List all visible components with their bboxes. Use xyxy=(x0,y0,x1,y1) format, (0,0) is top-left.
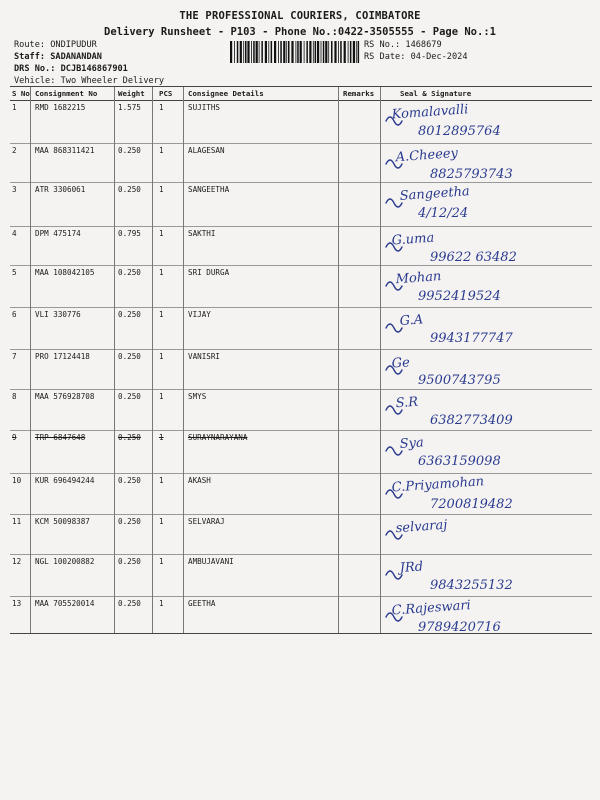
cell-pcs: 1 xyxy=(159,557,164,566)
signature-name: Sangeetha xyxy=(399,184,471,204)
route-value: ONDIPUDUR xyxy=(50,40,97,50)
cell-consignment: TRP 6847648 xyxy=(35,433,86,442)
cell-consignee: AMBUJAVANI xyxy=(188,557,234,566)
signature-phone: 9843255132 xyxy=(430,578,513,593)
cell-consignee: SMYS xyxy=(188,392,207,401)
signature-phone: 4/12/24 xyxy=(418,206,469,221)
cell-weight: 0.250 xyxy=(118,392,141,401)
cell-sno: 7 xyxy=(12,352,17,361)
rs-no-label: RS No.: xyxy=(364,40,401,50)
company-title: THE PROFESSIONAL COURIERS, COIMBATORE xyxy=(179,10,421,22)
col-weight: Weight xyxy=(118,89,145,98)
cell-sno: 9 xyxy=(12,433,17,442)
rs-no-value: 1468679 xyxy=(405,40,442,50)
signature-9 xyxy=(386,435,501,469)
cell-sno: 10 xyxy=(12,476,22,485)
staff-value: SADANANDAN xyxy=(50,52,102,62)
signature-phone: 8825793743 xyxy=(430,167,513,182)
cell-consignee: ALAGESAN xyxy=(188,146,225,155)
cell-sno: 3 xyxy=(12,185,17,194)
cell-sno: 6 xyxy=(12,310,17,319)
cell-consignee: GEETHA xyxy=(188,599,216,608)
cell-consignee: SRI DURGA xyxy=(188,268,230,277)
cell-weight: 0.795 xyxy=(118,229,141,238)
cell-pcs: 1 xyxy=(159,433,164,442)
cell-sno: 4 xyxy=(12,229,17,238)
route-label: Route: xyxy=(14,40,46,50)
cell-sno: 13 xyxy=(12,599,22,608)
signature-phone: 7200819482 xyxy=(430,497,513,512)
cell-sno: 5 xyxy=(12,268,17,277)
cell-sno: 1 xyxy=(12,103,17,112)
cell-consignee: VIJAY xyxy=(188,310,211,319)
signature-10 xyxy=(386,474,513,512)
cell-sno: 11 xyxy=(12,517,22,526)
signature-4 xyxy=(386,231,517,265)
signature-1 xyxy=(386,102,501,139)
cell-pcs: 1 xyxy=(159,476,164,485)
drs-value: DCJB146867901 xyxy=(60,64,128,74)
col-sno: S No xyxy=(12,89,30,98)
drs-label: DRS No.: xyxy=(14,64,56,74)
cell-weight: 0.250 xyxy=(118,185,141,194)
cell-consignment: ATR 3306061 xyxy=(35,185,86,194)
cell-consignment: MAA 868311421 xyxy=(35,146,95,155)
cell-weight: 0.250 xyxy=(118,268,141,277)
signature-8 xyxy=(386,395,513,428)
signature-name: Komalavalli xyxy=(391,102,469,123)
runsheet-title: Delivery Runsheet - P103 - Phone No.:0422-3505555 - Page No.:1 xyxy=(104,26,496,38)
signature-phone: 9943177747 xyxy=(430,331,513,346)
signature-name: G.uma xyxy=(391,230,435,249)
signature-name: C.Priyamohan xyxy=(391,474,485,496)
cell-sno: 2 xyxy=(12,146,17,155)
vehicle-label: Vehicle: xyxy=(14,76,56,86)
signature-3 xyxy=(386,184,470,221)
col-seal: Seal & Signature xyxy=(400,89,472,98)
signature-5 xyxy=(386,269,501,304)
signature-name: C.Rajeswari xyxy=(391,598,472,619)
cell-consignment: VLI 330776 xyxy=(35,310,81,319)
rs-date-value: 04-Dec-2024 xyxy=(410,52,468,62)
cell-consignment: MAA 108042105 xyxy=(35,268,95,277)
cell-pcs: 1 xyxy=(159,517,164,526)
cell-pcs: 1 xyxy=(159,599,164,608)
cell-consignment: KUR 696494244 xyxy=(35,476,95,485)
col-pcs: PCS xyxy=(159,89,173,98)
cell-pcs: 1 xyxy=(159,392,164,401)
signature-phone: 9500743795 xyxy=(418,373,501,388)
cell-weight: 0.250 xyxy=(118,476,141,485)
cell-consignee: SELVARAJ xyxy=(188,517,225,526)
cell-consignment: PRO 17124418 xyxy=(35,352,90,361)
signature-2 xyxy=(386,146,513,182)
cell-weight: 0.250 xyxy=(118,146,141,155)
cell-weight: 0.250 xyxy=(118,599,141,608)
cell-consignment: RMD 1682215 xyxy=(35,103,86,112)
cell-weight: 0.250 xyxy=(118,557,141,566)
cell-consignment: MAA 705520014 xyxy=(35,599,95,608)
cell-weight: 1.575 xyxy=(118,103,141,112)
signature-name: S.R xyxy=(395,394,419,412)
signature-name: A.Cheeey xyxy=(395,145,459,166)
cell-consignment: DPM 475174 xyxy=(35,229,81,238)
signature-name: Sya xyxy=(399,435,425,452)
signature-phone: 99622 63482 xyxy=(430,250,517,265)
signature-name: selvaraj xyxy=(395,517,448,537)
signature-13 xyxy=(386,598,501,635)
cell-consignee: SUJITHS xyxy=(188,103,221,112)
signature-11 xyxy=(386,518,448,539)
cell-pcs: 1 xyxy=(159,103,164,112)
vehicle-value: Two Wheeler Delivery xyxy=(60,76,165,86)
cell-pcs: 1 xyxy=(159,229,164,238)
cell-consignee: SANGEETHA xyxy=(188,185,230,194)
staff-label: Staff: xyxy=(14,52,46,62)
signature-phone: 9789420716 xyxy=(418,620,501,635)
cell-consignment: MAA 576928708 xyxy=(35,392,95,401)
signature-phone: 9952419524 xyxy=(418,289,501,304)
cell-weight: 0.250 xyxy=(118,517,141,526)
cell-pcs: 1 xyxy=(159,352,164,361)
signature-phone: 6382773409 xyxy=(430,413,513,428)
cell-sno: 12 xyxy=(12,557,22,566)
cell-consignee: VANISRI xyxy=(188,352,221,361)
col-consignee: Consignee Details xyxy=(188,89,264,98)
signature-name: Ge xyxy=(391,355,411,372)
signature-7 xyxy=(386,355,501,388)
signature-phone: 8012895764 xyxy=(418,124,501,139)
cell-consignee: SAKTHI xyxy=(188,229,216,238)
cell-consignment: NGL 100200882 xyxy=(35,557,95,566)
rs-date-label: RS Date: xyxy=(364,52,406,62)
signature-name: JRd xyxy=(399,559,424,576)
signature-phone: 6363159098 xyxy=(418,454,501,469)
signature-name: G.A xyxy=(399,312,424,329)
cell-weight: 0.250 xyxy=(118,310,141,319)
signature-6 xyxy=(386,312,513,346)
cell-pcs: 1 xyxy=(159,310,164,319)
cell-consignee: AKASH xyxy=(188,476,211,485)
cell-consignee: SURAYNARAYANA xyxy=(188,433,248,442)
cell-pcs: 1 xyxy=(159,268,164,277)
cell-pcs: 1 xyxy=(159,185,164,194)
cell-weight: 0.250 xyxy=(118,433,141,442)
signature-12 xyxy=(386,559,513,593)
cell-consignment: KCM 50098387 xyxy=(35,517,90,526)
col-remarks: Remarks xyxy=(343,89,375,98)
col-consignment: Consignment No xyxy=(35,89,98,98)
cell-sno: 8 xyxy=(12,392,17,401)
signature-name: Mohan xyxy=(395,269,442,288)
cell-pcs: 1 xyxy=(159,146,164,155)
cell-weight: 0.250 xyxy=(118,352,141,361)
